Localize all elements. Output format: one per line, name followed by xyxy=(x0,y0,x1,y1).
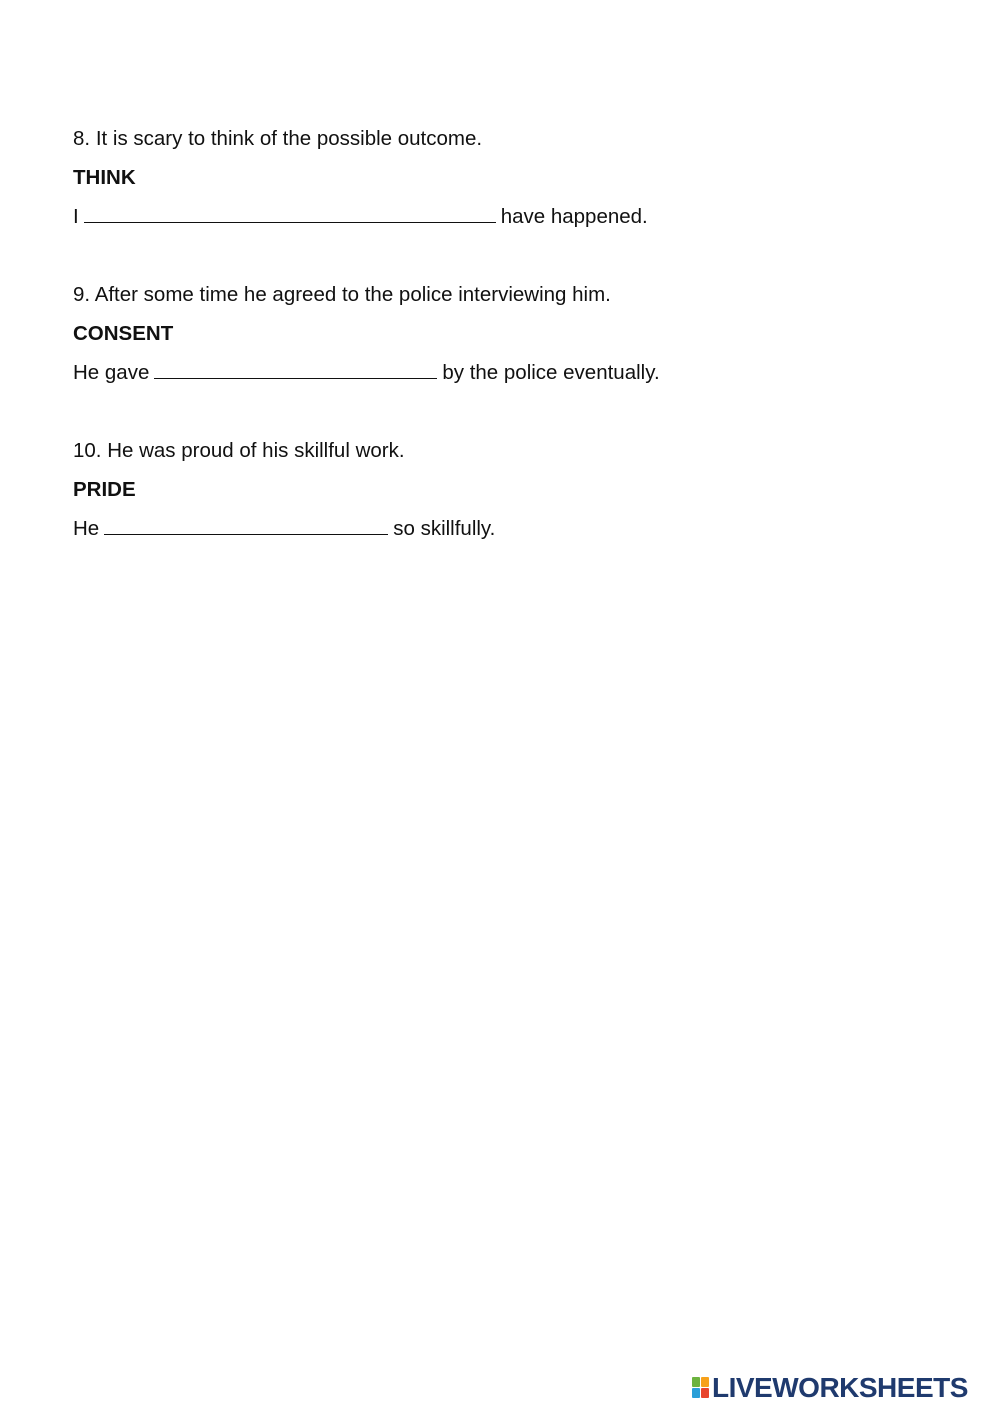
question-text: After some time he agreed to the police interviewing him. xyxy=(94,283,611,306)
answer-line xyxy=(73,353,953,392)
answer-line xyxy=(73,509,953,548)
answer-suffix: so skillfully. xyxy=(393,517,496,540)
answer-blank[interactable] xyxy=(104,533,388,535)
logo-tile xyxy=(692,1388,700,1398)
question-number: 10. xyxy=(73,439,102,462)
logo-tile xyxy=(692,1377,700,1387)
question-text: He was proud of his skillful work. xyxy=(107,439,405,462)
answer-line xyxy=(73,197,953,236)
question-number: 8. xyxy=(73,127,91,150)
logo-tile xyxy=(701,1377,709,1387)
question-prompt xyxy=(73,431,953,470)
question-number: 9. xyxy=(73,283,91,306)
keyword: CONSENT xyxy=(73,322,174,345)
question-prompt xyxy=(73,119,953,158)
liveworksheets-logo-icon xyxy=(692,1377,710,1399)
answer-blank[interactable] xyxy=(84,221,496,223)
question-9 xyxy=(73,275,953,392)
keyword: THINK xyxy=(73,166,136,189)
question-8 xyxy=(73,119,953,236)
answer-prefix: He xyxy=(73,517,100,540)
logo-text: LIVEWORKSHEETS xyxy=(712,1372,968,1403)
keyword: PRIDE xyxy=(73,478,136,501)
answer-prefix: He gave xyxy=(73,361,150,384)
worksheet-page xyxy=(73,119,953,587)
liveworksheets-logo[interactable] xyxy=(692,1373,968,1403)
answer-prefix: I xyxy=(73,205,79,228)
question-text: It is scary to think of the possible outcome. xyxy=(95,127,483,150)
answer-suffix: have happened. xyxy=(500,205,648,228)
question-10 xyxy=(73,431,953,548)
question-prompt xyxy=(73,275,953,314)
answer-blank[interactable] xyxy=(154,377,437,379)
logo-tile xyxy=(701,1388,709,1398)
answer-suffix: by the police eventually. xyxy=(442,361,660,384)
